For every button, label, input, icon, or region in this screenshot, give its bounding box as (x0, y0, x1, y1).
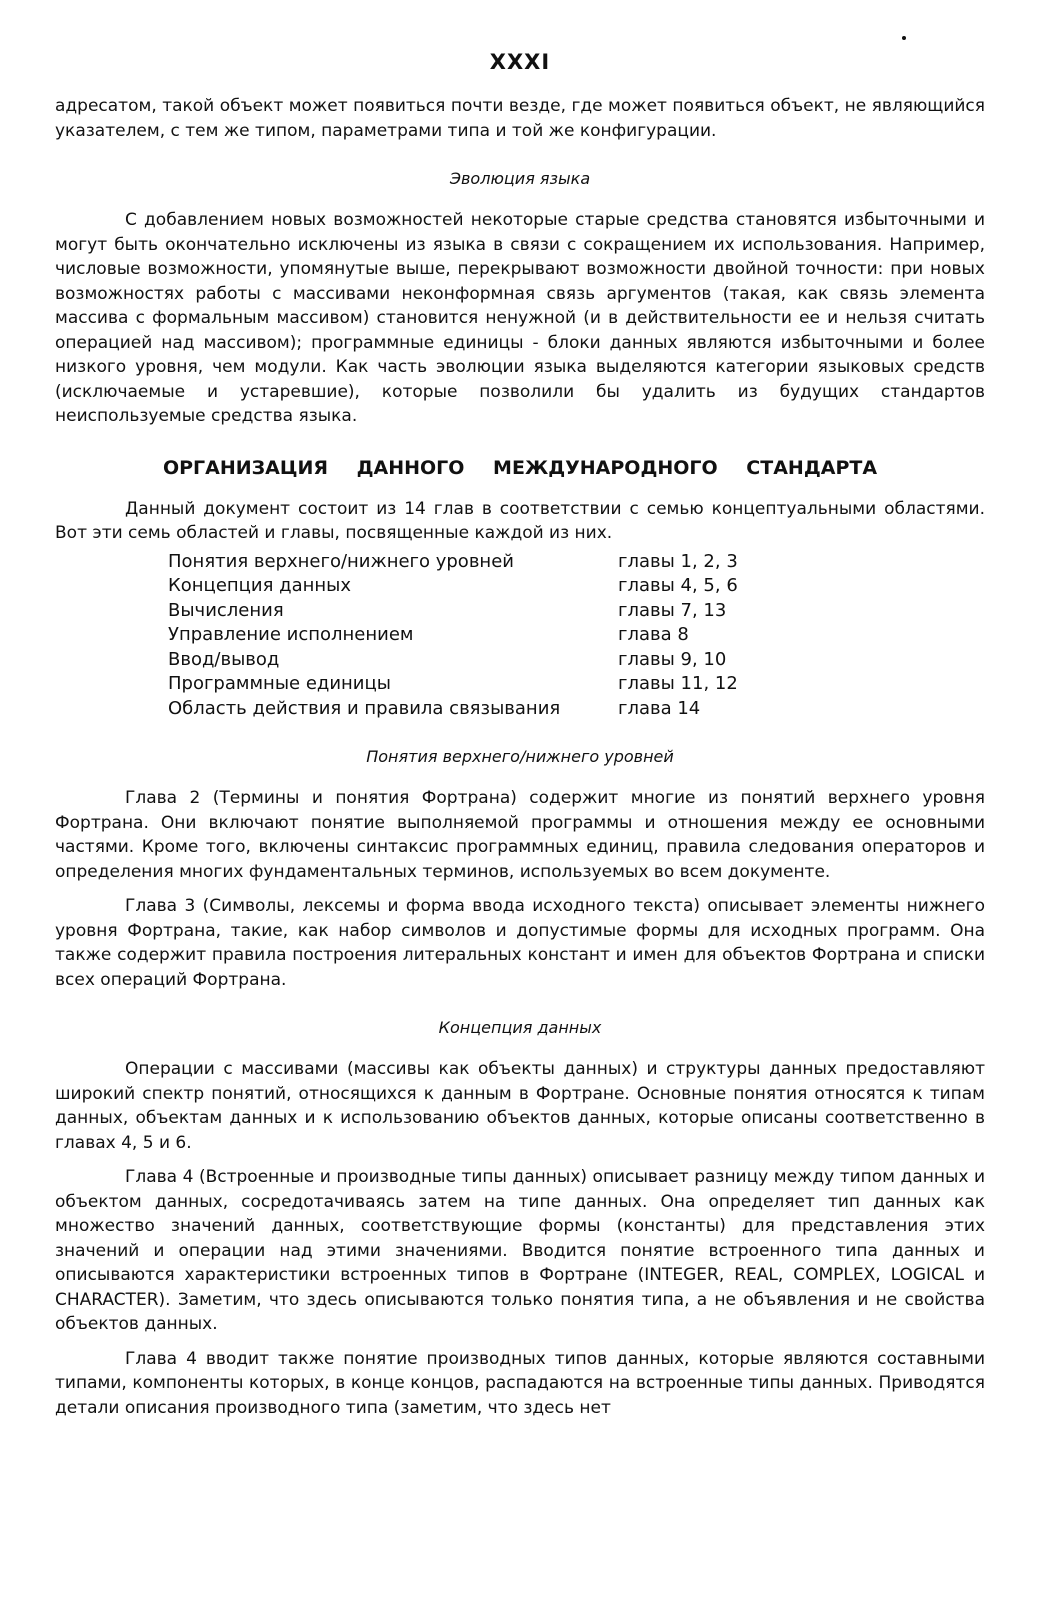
area-name: Понятия верхнего/нижнего уровней (168, 550, 514, 572)
data-concept-paragraph-2: Глава 4 (Встроенные и производные типы данных) описывает разницу между типом данных и объектом данных, сосредотачиваясь затем на типе данных. Она определяет тип данных как множество значений данных, соответствующие формы (константы) для представления этих значений и операции над этими значениями. Вводится понятие встроенного типа данных и описываются характеристики встроенных типов в Фортране (INTEGER, REAL, COMPLEX, LOGICAL и CHARACTER). Заметим, что здесь описываются только понятия типа, а не объявления и не свойства объектов данных. (55, 1167, 985, 1334)
area-name: Концепция данных (168, 575, 352, 596)
area-chapters: главы 7, 13 (618, 599, 727, 621)
area-chapters: глава 8 (618, 624, 689, 645)
area-name: Программные единицы (168, 673, 391, 694)
data-concept-paragraph-1: Операции с массивами (массивы как объекты данных) и структуры данных предоставляют широкий спектр понятий, относящихся к данным в Фортране. Основные понятия относятся к типам данных, объектам данных и к использованию объектов данных, которые описаны соответственно в главах 4, 5 и 6. (55, 1059, 985, 1153)
levels-paragraph-2: Глава 3 (Символы, лексемы и форма ввода исходного текста) описывает элементы нижнего уровня Фортрана, такие, как набор символов и допустимые формы для исходных программ. Она также содержит правила построения литеральных констант и имен для объектов Фортрана и списки всех операций Фортрана. (55, 896, 985, 990)
data-concept-paragraph-3: Глава 4 вводит также понятие производных типов данных, которые являются составными типами, компоненты которых, в конце концов, распадаются на встроенные типы данных. Приводятся детали описания производного типа (заметим, что здесь нет (55, 1348, 985, 1418)
areas-table (168, 550, 985, 722)
intro-paragraph: адресатом, такой объект может появиться почти везде, где может появиться объект, не являющийся указателем, с тем же типом, параметрами типа и той же конфигурации. (55, 96, 985, 141)
area-chapters: главы 4, 5, 6 (618, 575, 738, 596)
section-title-levels: Понятия верхнего/нижнего уровней (366, 747, 674, 766)
area-chapters: глава 14 (618, 697, 701, 719)
page-number: XXXI (489, 50, 551, 74)
area-row (168, 550, 985, 575)
area-chapters: главы 9, 10 (618, 648, 727, 670)
area-name: Управление исполнением (168, 624, 414, 645)
document-page (55, 50, 985, 1420)
area-row (168, 697, 985, 722)
area-row (168, 672, 985, 697)
section-title-data-concept: Концепция данных (438, 1018, 602, 1037)
area-row (168, 623, 985, 648)
organization-paragraph: Данный документ состоит из 14 глав в соответствии с семью концептуальными областями. Вот эти семь областей и главы, посвященные каждой из них. (55, 498, 985, 543)
area-name: Ввод/вывод (168, 648, 280, 670)
evolution-paragraph: С добавлением новых возможностей некоторые старые средства становятся избыточными и могут быть окончательно исключены из языка в связи с сокращением их использования. Например, числовые возможности, упомянутые выше, перекрывают возможности двойной точности: при новых возможностях работы с массивами неконформная связь аргументов (такая, как связь элемента массива с формальным массивом) становится ненужной (и в действительности ее и нельзя считать операцией над массивом); программные единицы - блоки данных являются избыточными и более низкого уровня, чем модули. Как часть эволюции языка выделяются категории языковых средств (исключаемые и устаревшие), которые позволили бы удалить из будущих стандартов неиспользуемые средства языка. (55, 210, 985, 426)
scan-dot (902, 36, 906, 40)
area-row (168, 574, 985, 599)
area-name: Область действия и правила связывания (168, 697, 561, 719)
section-title-evolution: Эволюция языка (449, 169, 591, 188)
area-row (168, 599, 985, 624)
area-name: Вычисления (168, 599, 284, 621)
area-chapters: главы 1, 2, 3 (618, 550, 738, 572)
area-chapters: главы 11, 12 (618, 673, 738, 694)
levels-paragraph-1: Глава 2 (Термины и понятия Фортрана) содержит многие из понятий верхнего уровня Фортрана. Они включают понятие выполняемой программы и отношения между ее основными частями. Кроме того, включены синтаксис программных единиц, правила следования операторов и определения многих фундаментальных терминов, используемых во всем документе. (55, 788, 985, 882)
main-heading-organization: ОРГАНИЗАЦИЯ ДАННОГО МЕЖДУНАРОДНОГО СТАНДАРТА (162, 456, 878, 479)
area-row (168, 648, 985, 673)
